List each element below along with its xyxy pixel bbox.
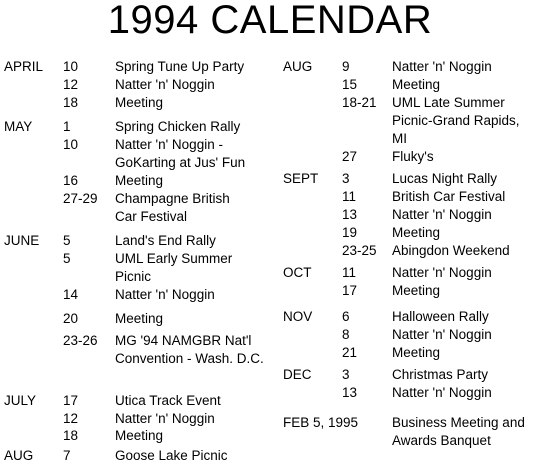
event-label: Champagne British Car Festival xyxy=(115,191,230,224)
calendar-entry xyxy=(4,447,280,465)
calendar-entry xyxy=(283,384,540,414)
calendar-entry xyxy=(4,310,280,332)
day-label: 27-29 xyxy=(63,191,98,206)
calendar-entry xyxy=(4,410,280,427)
event-label: Fluky's xyxy=(392,149,434,164)
day-label: 6 xyxy=(342,309,350,324)
event-label: Business Meeting and Awards Banquet xyxy=(392,415,525,448)
event-label: Meeting xyxy=(392,283,441,298)
calendar-title: 1994 CALENDAR xyxy=(107,0,433,42)
day-label: 27 xyxy=(342,149,358,164)
event-label: Meeting xyxy=(392,225,441,240)
event-label: Spring Tune Up Party xyxy=(115,59,245,74)
day-label: 5 xyxy=(63,251,71,266)
event-label: Meeting xyxy=(115,311,164,326)
calendar-entry xyxy=(283,76,540,94)
month-label: SEPT xyxy=(283,171,319,186)
event-label: Natter 'n' Noggin xyxy=(392,385,492,400)
event-label: Lucas Night Rally xyxy=(392,171,498,186)
calendar-entry xyxy=(4,286,280,310)
month-label: MAY xyxy=(4,119,33,134)
day-label: 12 xyxy=(63,411,79,426)
month-label: JULY xyxy=(4,393,37,408)
event-label: Natter 'n' Noggin xyxy=(115,77,215,92)
calendar-entry xyxy=(283,414,540,450)
event-label: Goose Lake Picnic xyxy=(115,448,228,463)
left-column xyxy=(4,58,280,465)
event-label: Meeting xyxy=(115,173,164,188)
day-label: 18 xyxy=(63,95,79,110)
event-label: Natter 'n' Noggin - GoKarting at Jus' Fun xyxy=(115,137,246,170)
day-label: 18-21 xyxy=(342,95,377,110)
month-label: NOV xyxy=(283,309,313,324)
day-label: 11 xyxy=(342,265,357,280)
calendar-entry xyxy=(4,332,280,392)
calendar-entry xyxy=(4,232,280,250)
calendar-entry xyxy=(283,188,540,206)
event-label: Halloween Rally xyxy=(392,309,489,324)
event-label: UML Early Summer Picnic xyxy=(115,251,233,284)
day-label: 10 xyxy=(63,137,79,152)
event-label: Natter 'n' Noggin xyxy=(392,207,492,222)
calendar-entry xyxy=(4,427,280,447)
calendar-entry xyxy=(283,242,540,264)
day-label: 23-25 xyxy=(342,243,377,258)
month-label: OCT xyxy=(283,265,312,280)
calendar-entry xyxy=(283,326,540,344)
day-label: 18 xyxy=(63,428,79,443)
month-label: JUNE xyxy=(4,233,40,248)
event-label: Natter 'n' Noggin xyxy=(115,411,215,426)
event-label: UML Late Summer Picnic-Grand Rapids, MI xyxy=(392,95,520,146)
event-label: Christmas Party xyxy=(392,367,489,382)
calendar-entry xyxy=(4,172,280,190)
calendar-entry xyxy=(4,94,280,118)
event-label: Natter 'n' Noggin xyxy=(115,287,215,302)
month-label: APRIL xyxy=(4,59,44,74)
event-label: Abingdon Weekend xyxy=(392,243,510,258)
month-label: FEB 5, 1995 xyxy=(283,415,359,430)
calendar-entry xyxy=(4,190,280,232)
day-label: 13 xyxy=(342,207,358,222)
right-column xyxy=(283,58,540,450)
event-label: Meeting xyxy=(115,428,164,443)
calendar-entry xyxy=(283,58,540,76)
day-label: 17 xyxy=(342,283,358,298)
day-label: 20 xyxy=(63,311,79,326)
calendar-entry xyxy=(4,76,280,94)
day-label: 15 xyxy=(342,77,358,92)
day-label: 10 xyxy=(63,59,79,74)
calendar-entry xyxy=(4,118,280,136)
calendar-entry xyxy=(283,170,540,188)
event-label: Utica Track Event xyxy=(115,393,221,408)
day-label: 7 xyxy=(63,448,71,463)
day-label: 14 xyxy=(63,287,79,302)
event-label: Meeting xyxy=(392,77,441,92)
day-label: 11 xyxy=(342,189,357,204)
calendar-entry xyxy=(283,366,540,384)
day-label: 16 xyxy=(63,173,79,188)
day-label: 21 xyxy=(342,345,358,360)
event-label: MG '94 NAMGBR Nat'l Convention - Wash. D.C. xyxy=(115,333,264,366)
event-label: Natter 'n' Noggin xyxy=(392,327,492,342)
calendar-entry xyxy=(283,206,540,224)
calendar-entry xyxy=(283,224,540,242)
calendar-entry xyxy=(4,58,280,76)
day-label: 12 xyxy=(63,77,79,92)
month-label: AUG xyxy=(283,59,313,74)
calendar-entry xyxy=(4,136,280,172)
day-label: 17 xyxy=(63,393,79,408)
calendar-entry xyxy=(283,344,540,366)
event-label: Land's End Rally xyxy=(115,233,216,248)
day-label: 5 xyxy=(63,233,71,248)
event-label: British Car Festival xyxy=(392,189,506,204)
calendar-entry xyxy=(4,392,280,410)
event-label: Natter 'n' Noggin xyxy=(392,59,492,74)
day-label: 19 xyxy=(342,225,358,240)
day-label: 3 xyxy=(342,171,350,186)
calendar-entry xyxy=(283,264,540,282)
month-label: AUG xyxy=(4,448,34,463)
calendar-entry xyxy=(283,282,540,308)
event-label: Meeting xyxy=(115,95,164,110)
event-label: Spring Chicken Rally xyxy=(115,119,241,134)
event-label: Natter 'n' Noggin xyxy=(392,265,492,280)
calendar-entry xyxy=(283,308,540,326)
calendar-entry xyxy=(4,250,280,286)
day-label: 9 xyxy=(342,59,350,74)
day-label: 1 xyxy=(63,119,71,134)
day-label: 8 xyxy=(342,327,350,342)
day-label: 13 xyxy=(342,385,358,400)
event-label: Meeting xyxy=(392,345,441,360)
month-label: DEC xyxy=(283,367,312,382)
calendar-entry xyxy=(283,94,540,148)
calendar-entry xyxy=(283,148,540,170)
day-label: 3 xyxy=(342,367,350,382)
day-label: 23-26 xyxy=(63,333,98,348)
